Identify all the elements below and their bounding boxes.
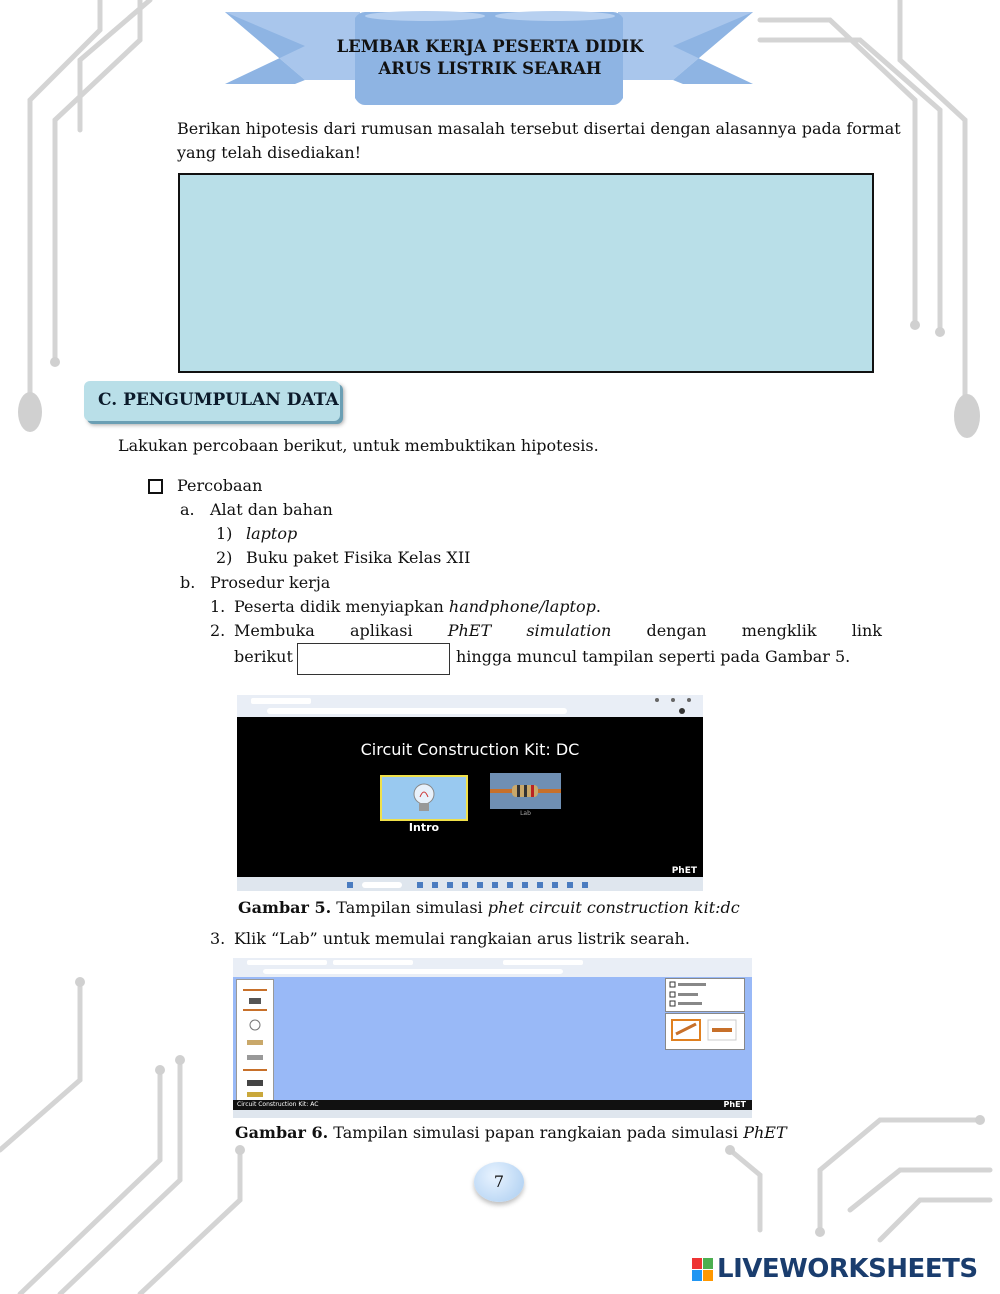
figure-5-caption (238, 896, 740, 920)
sim-title: Circuit Construction Kit: DC (360, 740, 580, 759)
checkbox-icons (666, 979, 744, 1011)
phet-link-input[interactable] (297, 643, 450, 675)
figure-6-caption (235, 1121, 787, 1145)
section-header-tab (84, 381, 340, 421)
component-palette[interactable] (236, 979, 274, 1105)
figure-6-caption-text: Tampilan simulasi papan rangkaian pada simulasi (328, 1123, 744, 1142)
taskbar-icons (237, 878, 703, 891)
step-1-post: . (595, 597, 601, 616)
procedure-heading: Prosedur kerja (210, 573, 331, 592)
material-1-text: laptop (246, 524, 298, 543)
figure-6-screenshot (233, 958, 752, 1118)
figure-5-caption-em: phet circuit construction kit:dc (487, 898, 740, 917)
step-2-word: dengan (646, 621, 707, 640)
wire-type-panel[interactable] (665, 1013, 745, 1050)
material-2-text: Buku paket Fisika Kelas XII (246, 548, 471, 567)
step-1-pre: Peserta didik menyiapkan (234, 597, 449, 616)
lab-label: Lab (520, 810, 531, 817)
liveworksheets-logo-icon (692, 1258, 714, 1282)
step-2-word: simulation (526, 621, 612, 640)
page-number: 7 (474, 1162, 524, 1202)
liveworksheets-watermark: LIVEWORKSHEETS (717, 1254, 978, 1284)
os-taskbar (237, 877, 703, 891)
checkbox-bullet-icon (148, 479, 163, 494)
worksheet-title-line2: ARUS LISTRIK SEARAH (378, 59, 602, 78)
figure-5-screenshot (237, 695, 703, 891)
component-icons (237, 980, 273, 1104)
figure-5-caption-text: Tampilan simulasi (331, 898, 488, 917)
step-2-word: link (851, 621, 882, 640)
step-1-text (234, 595, 601, 619)
figure-6-caption-em: PhET (743, 1123, 787, 1142)
lightbulb-icon (382, 777, 466, 819)
hypothesis-instruction (177, 117, 901, 165)
experiment-intro-text: Lakukan percobaan berikut, untuk membuktikan hipotesis. (118, 436, 599, 455)
lab-screen-card[interactable] (490, 773, 561, 809)
browser-toolbar-icons (237, 695, 703, 717)
browser-toolbar-icons (233, 958, 752, 977)
browser-chrome (233, 958, 752, 977)
wire-type-icons (666, 1014, 744, 1049)
resistor-icon (490, 773, 561, 809)
list-marker-a: a. (180, 500, 195, 519)
step-2-word: PhET (447, 621, 492, 640)
step-2-number: 2. (210, 621, 226, 640)
percobaan-title: Percobaan (177, 476, 263, 495)
step-2-word: Membuka (234, 621, 315, 640)
step-3-text: Klik “Lab” untuk memulai rangkaian arus listrik searah. (234, 929, 690, 948)
material-1-number: 1) (216, 524, 233, 543)
figure-6-label: Gambar 6. (235, 1123, 329, 1142)
material-2-number: 2) (216, 548, 233, 567)
step-1-device: handphone/laptop (448, 597, 596, 616)
step-2-word: mengklik (741, 621, 817, 640)
hypothesis-instruction-line1: Berikan hipotesis dari rumusan masalah tersebut disertai dengan alasannya pada format (177, 119, 901, 138)
step-2-line2-pre: berikut (234, 647, 293, 666)
list-marker-b: b. (180, 573, 196, 592)
worksheet-title-line1: LEMBAR KERJA PESERTA DIDIK (336, 37, 644, 56)
sim-title: Circuit Construction Kit: AC (237, 1101, 319, 1108)
step-2-line1 (234, 619, 882, 643)
figure-5-label: Gambar 5. (238, 898, 332, 917)
browser-chrome (237, 695, 703, 717)
intro-screen-card[interactable] (380, 775, 468, 821)
step-3-number: 3. (210, 929, 226, 948)
hypothesis-answer-box[interactable] (178, 173, 874, 373)
section-title: C. PENGUMPULAN DATA (98, 390, 339, 410)
step-1-number: 1. (210, 597, 226, 616)
step-2-word: aplikasi (349, 621, 413, 640)
phet-logo: PhET (671, 866, 697, 876)
display-options-panel[interactable] (665, 978, 745, 1012)
step-2-line2-post: hingga muncul tampilan seperti pada Gambar 5. (456, 647, 851, 666)
hypothesis-instruction-line2: yang telah disediakan! (177, 143, 362, 162)
worksheet-title (325, 36, 655, 80)
intro-label: Intro (408, 821, 440, 834)
phet-logo: PhET (723, 1100, 746, 1109)
materials-heading: Alat dan bahan (210, 500, 333, 519)
os-taskbar (233, 1110, 752, 1118)
